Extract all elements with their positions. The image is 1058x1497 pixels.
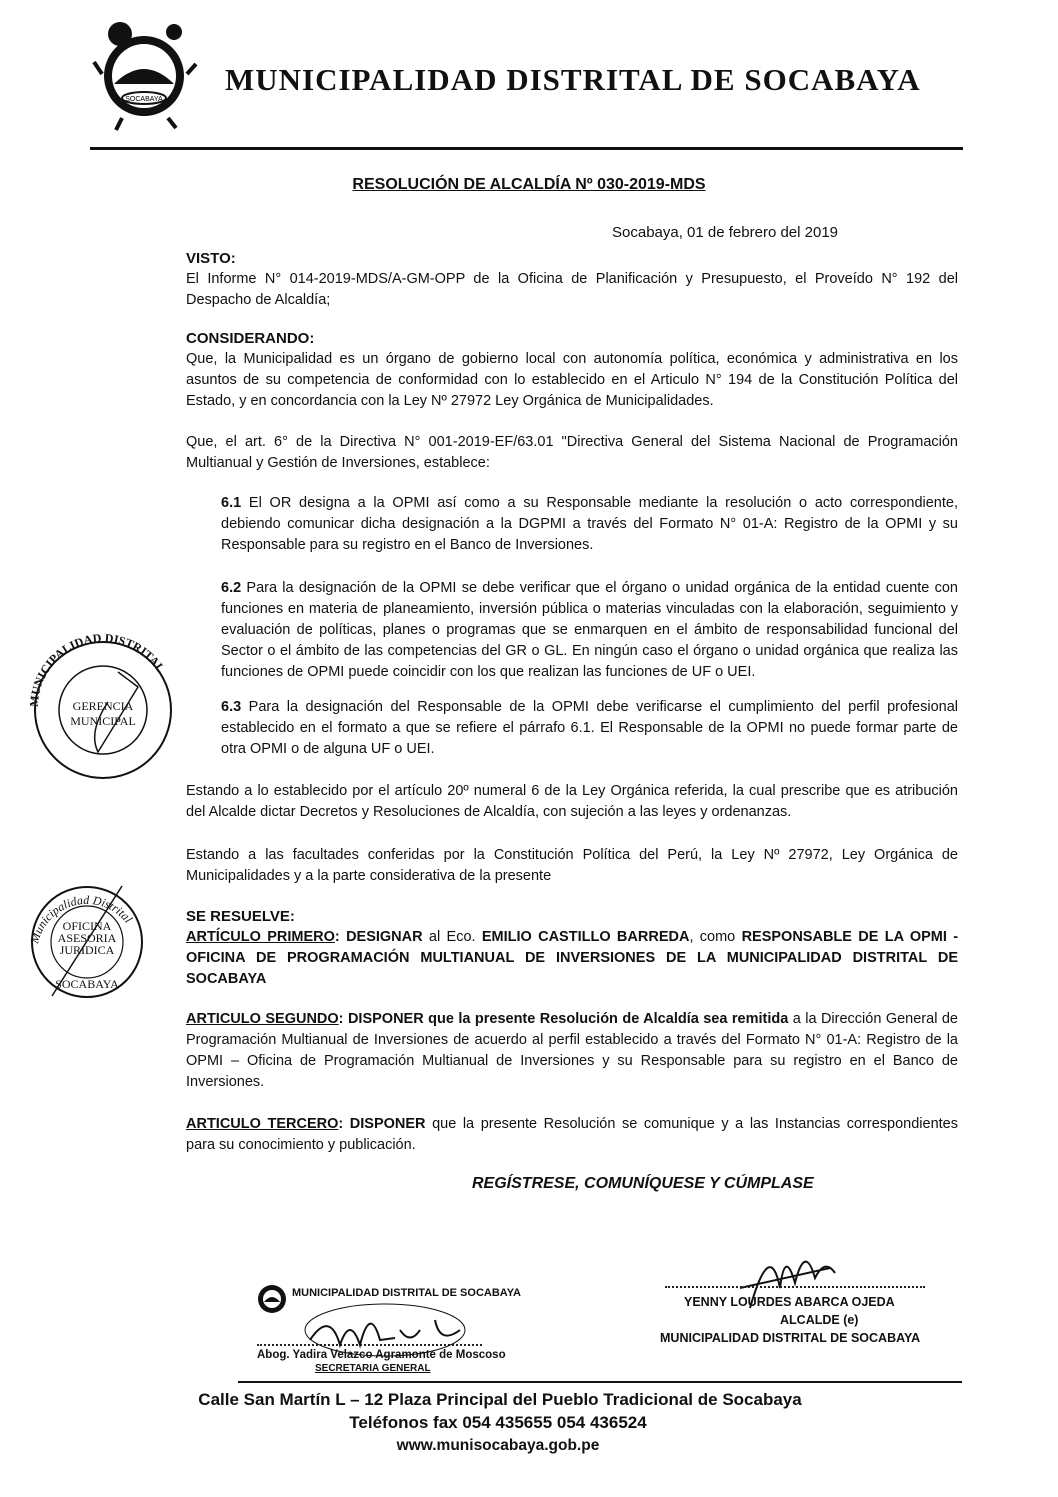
considerando-paragraph-2: Que, el art. 6° de la Directiva N° 001-2019-EF/63.01 "Directiva General del Sistema Nacional de Programación Multianual y Gestión de Inversiones, establece: [186, 434, 958, 471]
articulo-tercero-label: ARTICULO TERCERO [186, 1116, 339, 1132]
secretaria-role: SECRETARIA GENERAL [315, 1363, 431, 1374]
item-6-3 [221, 697, 958, 760]
gerencia-stamp-line2: MUNICIPAL [70, 714, 136, 728]
visto-text: El Informe N° 014-2019-MDS/A-GM-OPP de la Oficina de Planificación y Presupuesto, el Proveído N° 192 del Despacho de Alcaldía; [186, 271, 958, 308]
articulo-primero-colon: : [334, 929, 347, 945]
articulo-primero-rest: RESPONSABLE DE LA OPMI - OFICINA DE PROGRAMACIÓN MULTIANUAL DE INVERSIONES DE LA MUNICIPALIDAD DISTRITAL DE SOCABAYA [186, 929, 959, 987]
asesoria-juridica-stamp [22, 876, 152, 1006]
alcalde-organization: MUNICIPALIDAD DISTRITAL DE SOCABAYA [660, 1331, 921, 1345]
resolution-title: RESOLUCIÓN DE ALCALDÍA Nº 030-2019-MDS [352, 176, 706, 193]
municipality-title: MUNICIPALIDAD DISTRITAL DE SOCABAYA [225, 62, 921, 97]
item-6-1 [221, 493, 958, 556]
right-signature-line [665, 1286, 925, 1288]
secretaria-name: Abog. Yadira Velazco Agramonte de Moscoso [257, 1349, 506, 1361]
articulo-primero-mid2: , como [689, 929, 742, 945]
articulo-primero [186, 927, 958, 990]
articulo-tercero-rest: que la presente Resolución se comunique y a las Instancias correspondientes para su conocimiento y publicación. [186, 1116, 959, 1153]
asesoria-stamp-arc: Municipalidad Distrital [27, 892, 136, 945]
asesoria-stamp-line3: JURIDICA [59, 943, 115, 957]
svg-text:MUNICIPALIDAD DISTRITAL [27, 632, 168, 707]
secretaria-signature [300, 1300, 470, 1360]
gerencia-municipal-stamp [18, 632, 188, 782]
gerencia-stamp-line1: GERENCIA [72, 699, 134, 713]
articulo-tercero-bold: : DISPONER [338, 1116, 426, 1132]
asesoria-stamp-line1: OFICINA [62, 919, 112, 933]
municipal-logo [92, 14, 202, 134]
resuelve-section [186, 906, 958, 990]
considerando-heading: CONSIDERANDO: [186, 330, 315, 347]
footer-address: Calle San Martín L – 12 Plaza Principal del Pueblo Tradicional de Socabaya [198, 1390, 802, 1409]
secretaria-stamp-header: MUNICIPALIDAD DISTRITAL DE SOCABAYA [292, 1287, 521, 1299]
item-6-1-text: El OR designa a la OPMI así como a su Responsable mediante la resolución o acto correspondiente, debiendo comunicar dicha designación a la DGPMI a través del Formato N° 01-A: Registro de la OPMI y su Responsable para su registro en el Banco de Inversiones. [221, 495, 958, 553]
articulo-primero-label: ARTÍCULO PRIMERO [186, 929, 335, 945]
considerando-paragraph-1: Que, la Municipalidad es un órgano de gobierno local con autonomía política, económica y administrativa en los asuntos de su competencia de conformidad con lo establecido en el Articulo N° 194 de la Constitución Política del Estado, y en concordancia con la Ley Nº 27972 Ley Orgánica de Municipalidades. [186, 351, 958, 409]
articulo-segundo-bold: : DISPONER que la presente Resolución de Alcaldía sea remitida [338, 1011, 789, 1027]
item-6-3-number: 6.3 [221, 699, 242, 715]
articulo-primero-mid: al Eco. [422, 929, 482, 945]
closing-formula: REGÍSTRESE, COMUNÍQUESE Y CÚMPLASE [472, 1175, 814, 1192]
resolution-date: Socabaya, 01 de febrero del 2019 [612, 224, 839, 241]
asesoria-stamp-line2: ASESORIA [57, 931, 117, 945]
item-6-2-number: 6.2 [221, 580, 242, 596]
articulo-segundo-label: ARTICULO SEGUNDO [186, 1011, 339, 1027]
considerando-paragraph-3: Estando a lo establecido por el artículo 20º numeral 6 de la Ley Orgánica referida, la cual prescribe que es atribución del Alcalde dictar Decretos y Resoluciones de Alcaldía, con sujeción a las leyes y ordenanzas. [186, 783, 958, 820]
articulo-segundo-rest: a la Dirección General de Programación Multianual de Inversiones de acuerdo al perfil establecido a través del Formato N° 01-A: Registro de la OPMI – Oficina de Programación Multianual de Inversiones y su Responsable para su registro en el Banco de Inversiones. [186, 1011, 958, 1090]
visto-section [186, 248, 958, 311]
item-6-2 [221, 578, 958, 683]
small-municipal-logo [255, 1282, 289, 1316]
asesoria-stamp-bottom: SOCABAYA [55, 977, 119, 991]
footer-phones: Teléfonos fax 054 435655 054 436524 [349, 1413, 647, 1432]
item-6-3-text: Para la designación del Responsable de la OPMI debe verificarse el cumplimiento del perfil profesional establecido en el formato a que se refiere el párrafo 6.1. El Responsable de la OPMI no puede formar parte de otra OPMI o de alguna UF o UEI. [221, 699, 959, 757]
item-6-1-number: 6.1 [221, 495, 242, 511]
alcalde-name: YENNY LOURDES ABARCA OJEDA [684, 1295, 895, 1309]
alcalde-role: ALCALDE (e) [780, 1313, 859, 1327]
item-6-2-text: Para la designación de la OPMI se debe verificar que el órgano o unidad orgánica de la entidad cuente con funciones en materia de planeamiento, inversión pública o materias vinculadas con la elaboración, seguimiento y evaluación de políticas, planes o programas que se enmarquen en el ámbito de responsabilidad funcional del Sector o el ámbito de las competencias del GR o GL. En ningún caso el órgano o unidad orgánica que realiza las funciones de OPMI puede coincidir con los que realizan las funciones de UF o UEI. [221, 580, 958, 680]
resuelve-heading: SE RESUELVE: [186, 908, 295, 925]
considerando-paragraph-4: Estando a las facultades conferidas por la Constitución Política del Perú, la Ley Nº 27972, Ley Orgánica de Municipalidades y a la parte considerativa de la presente [186, 847, 958, 884]
articulo-tercero [186, 1114, 958, 1156]
considerando-section [186, 328, 958, 412]
logo-label: SOCABAYA [125, 96, 163, 103]
footer-rule [238, 1381, 962, 1383]
articulo-primero-verb: DESIGNAR [346, 929, 423, 945]
gerencia-stamp-arc: MUNICIPALIDAD DISTRITAL [26, 632, 168, 708]
articulo-segundo [186, 1009, 958, 1093]
footer-website: www.munisocabaya.gob.pe [396, 1437, 600, 1454]
header-rule [90, 147, 963, 150]
visto-heading: VISTO: [186, 250, 236, 267]
designee-name: EMILIO CASTILLO BARREDA [481, 929, 690, 945]
